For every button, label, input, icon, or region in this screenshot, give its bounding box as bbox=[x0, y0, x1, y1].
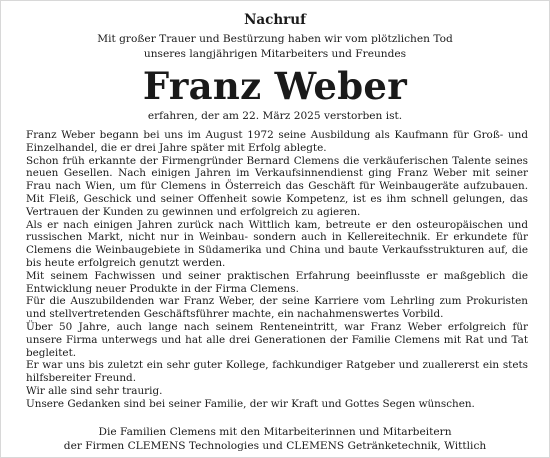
body-paragraph: Mit seinem Fachwissen und seiner praktischen Erfahrung beeinflusste er maßgeblich die Entwicklung neuer Produkte in der Firma Clemens. bbox=[26, 269, 528, 295]
deceased-name: Franz Weber bbox=[142, 64, 408, 108]
signature-line: der Firmen CLEMENS Technologies und CLEMENS Getränketechnik, Wittlich bbox=[63, 440, 487, 453]
body-paragraph: Als er nach einigen Jahren zurück nach Wittlich kam, betreute er den osteuropäischen und russischen Markt, nicht nur in Weinbau- sondern auch in Kellereitechnik. Er erkundete für Clemens die Weinbaugebiete in Südamerika und China und baute Verkaufsstrukturen auf, die bis heute erfolgreich genutzt werden. bbox=[26, 218, 528, 269]
signature-block bbox=[1, 425, 549, 454]
death-date-line: erfahren, der am 22. März 2025 verstorben ist. bbox=[147, 110, 403, 122]
signature-line: Die Familien Clemens mit den Mitarbeiterinnen und Mitarbeitern bbox=[98, 425, 452, 438]
body-paragraph: Schon früh erkannte der Firmengründer Bernard Clemens die verkäuferischen Talente seines neuen Gesellen. Nach einigen Jahren im Verkaufsinnendienst ging Franz Weber mit seiner Frau nach Wien, um für Clemens in Österreich das Geschäft für Weinbaugeräte aufzubauen. Mit Fleiß, Geschick und seiner Offenheit sowie Kompetenz, ist es ihm schnell gelungen, das Vertrauen der Kunden zu gewinnen und erfolgreich zu agieren. bbox=[26, 154, 528, 218]
body-paragraph: Wir alle sind sehr traurig. bbox=[26, 384, 163, 397]
body-paragraph: Er war uns bis zuletzt ein sehr guter Kollege, fachkundiger Ratgeber und zuallererst ein stets hilfsbereiter Freund. bbox=[26, 359, 528, 385]
notice-heading: Nachruf bbox=[244, 12, 306, 28]
obituary-body bbox=[26, 129, 528, 411]
body-paragraph: Für die Auszubildenden war Franz Weber, der seine Karriere vom Lehrling zum Prokuristen und stellvertretenden Geschäftsführer machte, ein nachahmenswertes Vorbild. bbox=[26, 295, 528, 321]
intro-line: Mit großer Trauer und Bestürzung haben wir vom plötzlichen Tod bbox=[97, 33, 453, 45]
intro-text bbox=[1, 32, 549, 61]
body-paragraph: Unsere Gedanken sind bei seiner Familie, der wir Kraft und Gottes Segen wünschen. bbox=[26, 397, 475, 410]
intro-line: unseres langjährigen Mitarbeiters und Freundes bbox=[143, 47, 407, 60]
body-paragraph: Franz Weber begann bei uns im August 1972 seine Ausbildung als Kaufmann für Groß- und Einzelhandel, die er drei Jahre später mit Erfolg ablegte. bbox=[26, 129, 528, 154]
body-paragraph: Über 50 Jahre, auch lange nach seinem Renteneintritt, war Franz Weber erfolgreich für unsere Firma unterwegs und hat alle drei Generationen der Familie Clemens mit Rat und Tat begleitet. bbox=[26, 320, 528, 359]
